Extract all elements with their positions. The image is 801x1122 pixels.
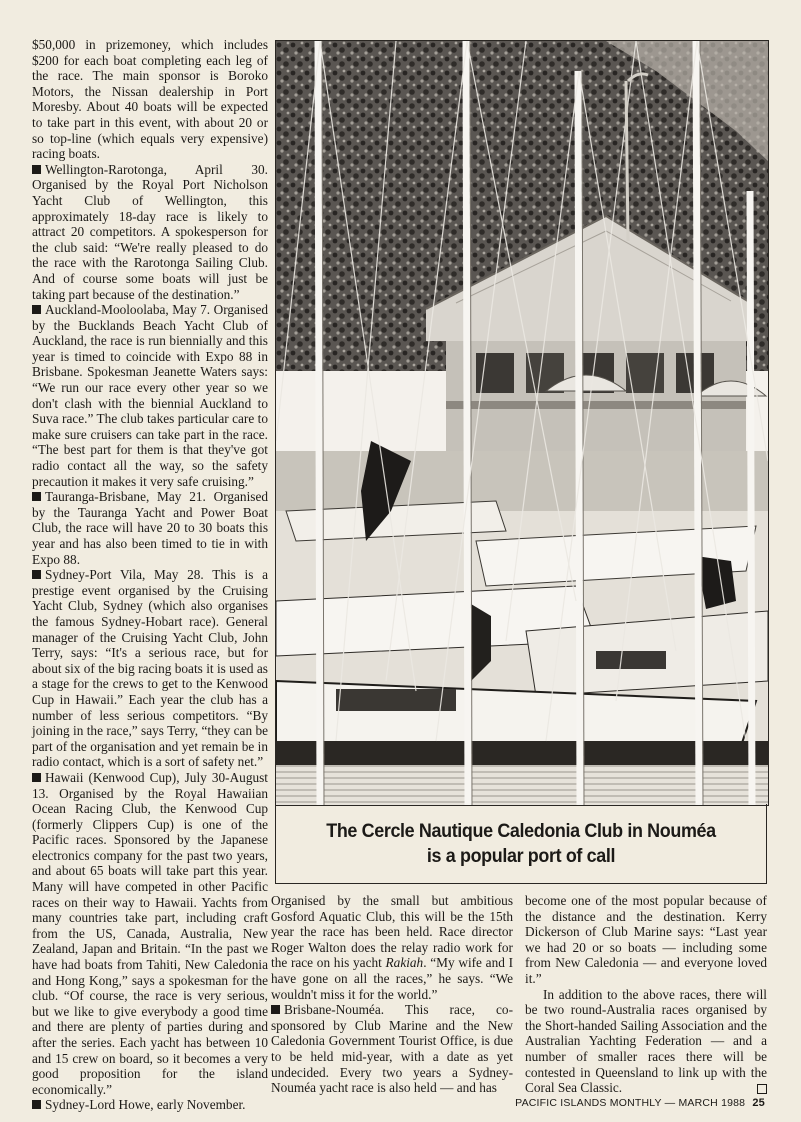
entry-wellington-rarotonga (32, 162, 268, 302)
photo-caption: The Cercle Nautique Caledonia Club in Nouméa is a popular port of call (326, 819, 716, 867)
end-mark-icon (757, 1084, 767, 1094)
entry-text: Sydney-Port Vila, May 28. This is a prestige event organised by the Cruising Yacht Club, Sydney (which also organises the famous Sydney-Hobart race). General manager of the Cruising Yacht Club, John Terry, says: “It's a serious race, but for about six of the big racing boats it is used as a stage for the crews to get to the Kenwood Cup in Hawaii.” Each year the club has a number of less serious competitors. “By joining in the race,” says Terry, “they can be part of the organisation and yet remain be in radio contact, which is a sort of safety net.” (32, 567, 268, 770)
paragraph-prizemoney: $50,000 in prizemoney, which includes $200 for each boat completing each leg of the race. The main sponsor is Boroko Motors, the Nissan dealership in Port Moresby. About 40 boats will be expected to take part in this event, with about 20 or so top-line (which equals very expensive) racing boats. (32, 37, 268, 162)
closing-text: In addition to the above races, there will be two round-Australia races organised by the Short-handed Sailing Association and the Australian Yachting Federation — and a number of smaller races there will be contested in Queensland to link up with the Coral Sea Classic. (525, 986, 767, 1096)
entry-tauranga-brisbane (32, 489, 268, 567)
entry-text: Wellington-Rarotonga, April 30. Organised by the Royal Port Nicholson Yacht Club of Wellington, this approximately 18-day race is likely to attract 20 competitors. A spokesperson for the club said: “We're really pleased to do the race with the Rarotonga Sailing Club. And of course some boats will just be taking part because of the destination.” (32, 161, 268, 302)
page-footer (515, 1097, 765, 1109)
paragraph-gosford (271, 893, 513, 1002)
publication-line: PACIFIC ISLANDS MONTHLY — MARCH 1988 (515, 1097, 746, 1109)
bullet-icon (32, 1100, 41, 1109)
gosford-text-b: . “My wife and I have gone on all the races,” he says. “We wouldn't miss it for the world.” (271, 955, 514, 1002)
entry-auckland-mooloolaba (32, 302, 268, 489)
gosford-text-a: Organised by the small but ambitious Gosford Aquatic Club, this will be the 15th year the race has been held. Race director Roger Walton does the relay radio work for the race on his yacht (271, 893, 513, 971)
bullet-icon (32, 570, 41, 579)
middle-column (271, 893, 513, 1096)
left-column (32, 37, 268, 1113)
marina-photo (275, 40, 769, 806)
photo-caption-box (275, 804, 767, 884)
entry-sydney-port-vila (32, 567, 268, 770)
paragraph-club-marine: become one of the most popular because of the distance and the destination. Kerry Dickerson of Club Marine says: “Last year we had 20 or so boats — including some from New Caledonia — and everyone loved it.” (525, 893, 767, 986)
bullet-icon (32, 305, 41, 314)
bullet-icon (32, 165, 41, 174)
page-number: 25 (752, 1097, 765, 1109)
entry-hawaii-kenwood-cup (32, 770, 268, 1097)
entry-sydney-lord-howe (32, 1097, 268, 1113)
entry-text: Tauranga-Brisbane, May 21. Organised by the Tauranga Yacht and Power Boat Club, the race will have 20 to 30 boats this year and has also been timed to tie in with Expo 88. (32, 489, 268, 567)
bullet-icon (32, 492, 41, 501)
entry-text: Auckland-Mooloolaba, May 7. Organised by the Bucklands Beach Yacht Club of Auckland, the race is run biennially and this year is timed to coincide with Expo 88 in Brisbane. Spokesman Jeanette Waters says: “We run our race every other year so we don't clash with the biennial Auckland to Suva race.” The club takes particular care to make sure cruisers can take part in the race. “The best part for them is that they've got radio contact all the way, so the safety precaution it makes it very safe cruising.” (32, 302, 268, 489)
yacht-name: Rakiah (385, 955, 424, 971)
entry-text: Sydney-Lord Howe, early November. (45, 1097, 246, 1113)
paragraph-round-australia (525, 987, 767, 1096)
bullet-icon (32, 773, 41, 782)
bullet-icon (271, 1005, 280, 1014)
entry-text: Hawaii (Kenwood Cup), July 30-August 13. Organised by the Royal Hawaiian Ocean Racing Club, the Kenwood Cup (formerly Clippers Cup) is one of the Pacific races. Sponsored by the Japanese electronics company for the past two years, and about 65 boats will take part this year. Many will have competed in other Pacific races on their way to Hawaii. Yachts from many countries take part, including craft from the US, Canada, Australia, New Zealand, Japan and Britain. “In the past we have had boats from Tahiti, New Caledonia and Hong Kong,” says a spokesman for the club. “Of course, the race is very serious, but we like to give everybody a good time and there are plenty of parties during and after the series. Each yacht has between 10 and 15 crew on board, so it becomes a very good proposition for the island economically.” (32, 769, 268, 1097)
entry-brisbane-noumea (271, 1002, 513, 1096)
entry-text: Brisbane-Nouméa. This race, co-sponsored by Club Marine and the New Caledonia Government Tourist Office, is due to be held mid-year, with a date as yet undecided. Every two years a Sydney-Nouméa yacht race is also held — and has (271, 1002, 513, 1096)
right-column (525, 893, 767, 1096)
